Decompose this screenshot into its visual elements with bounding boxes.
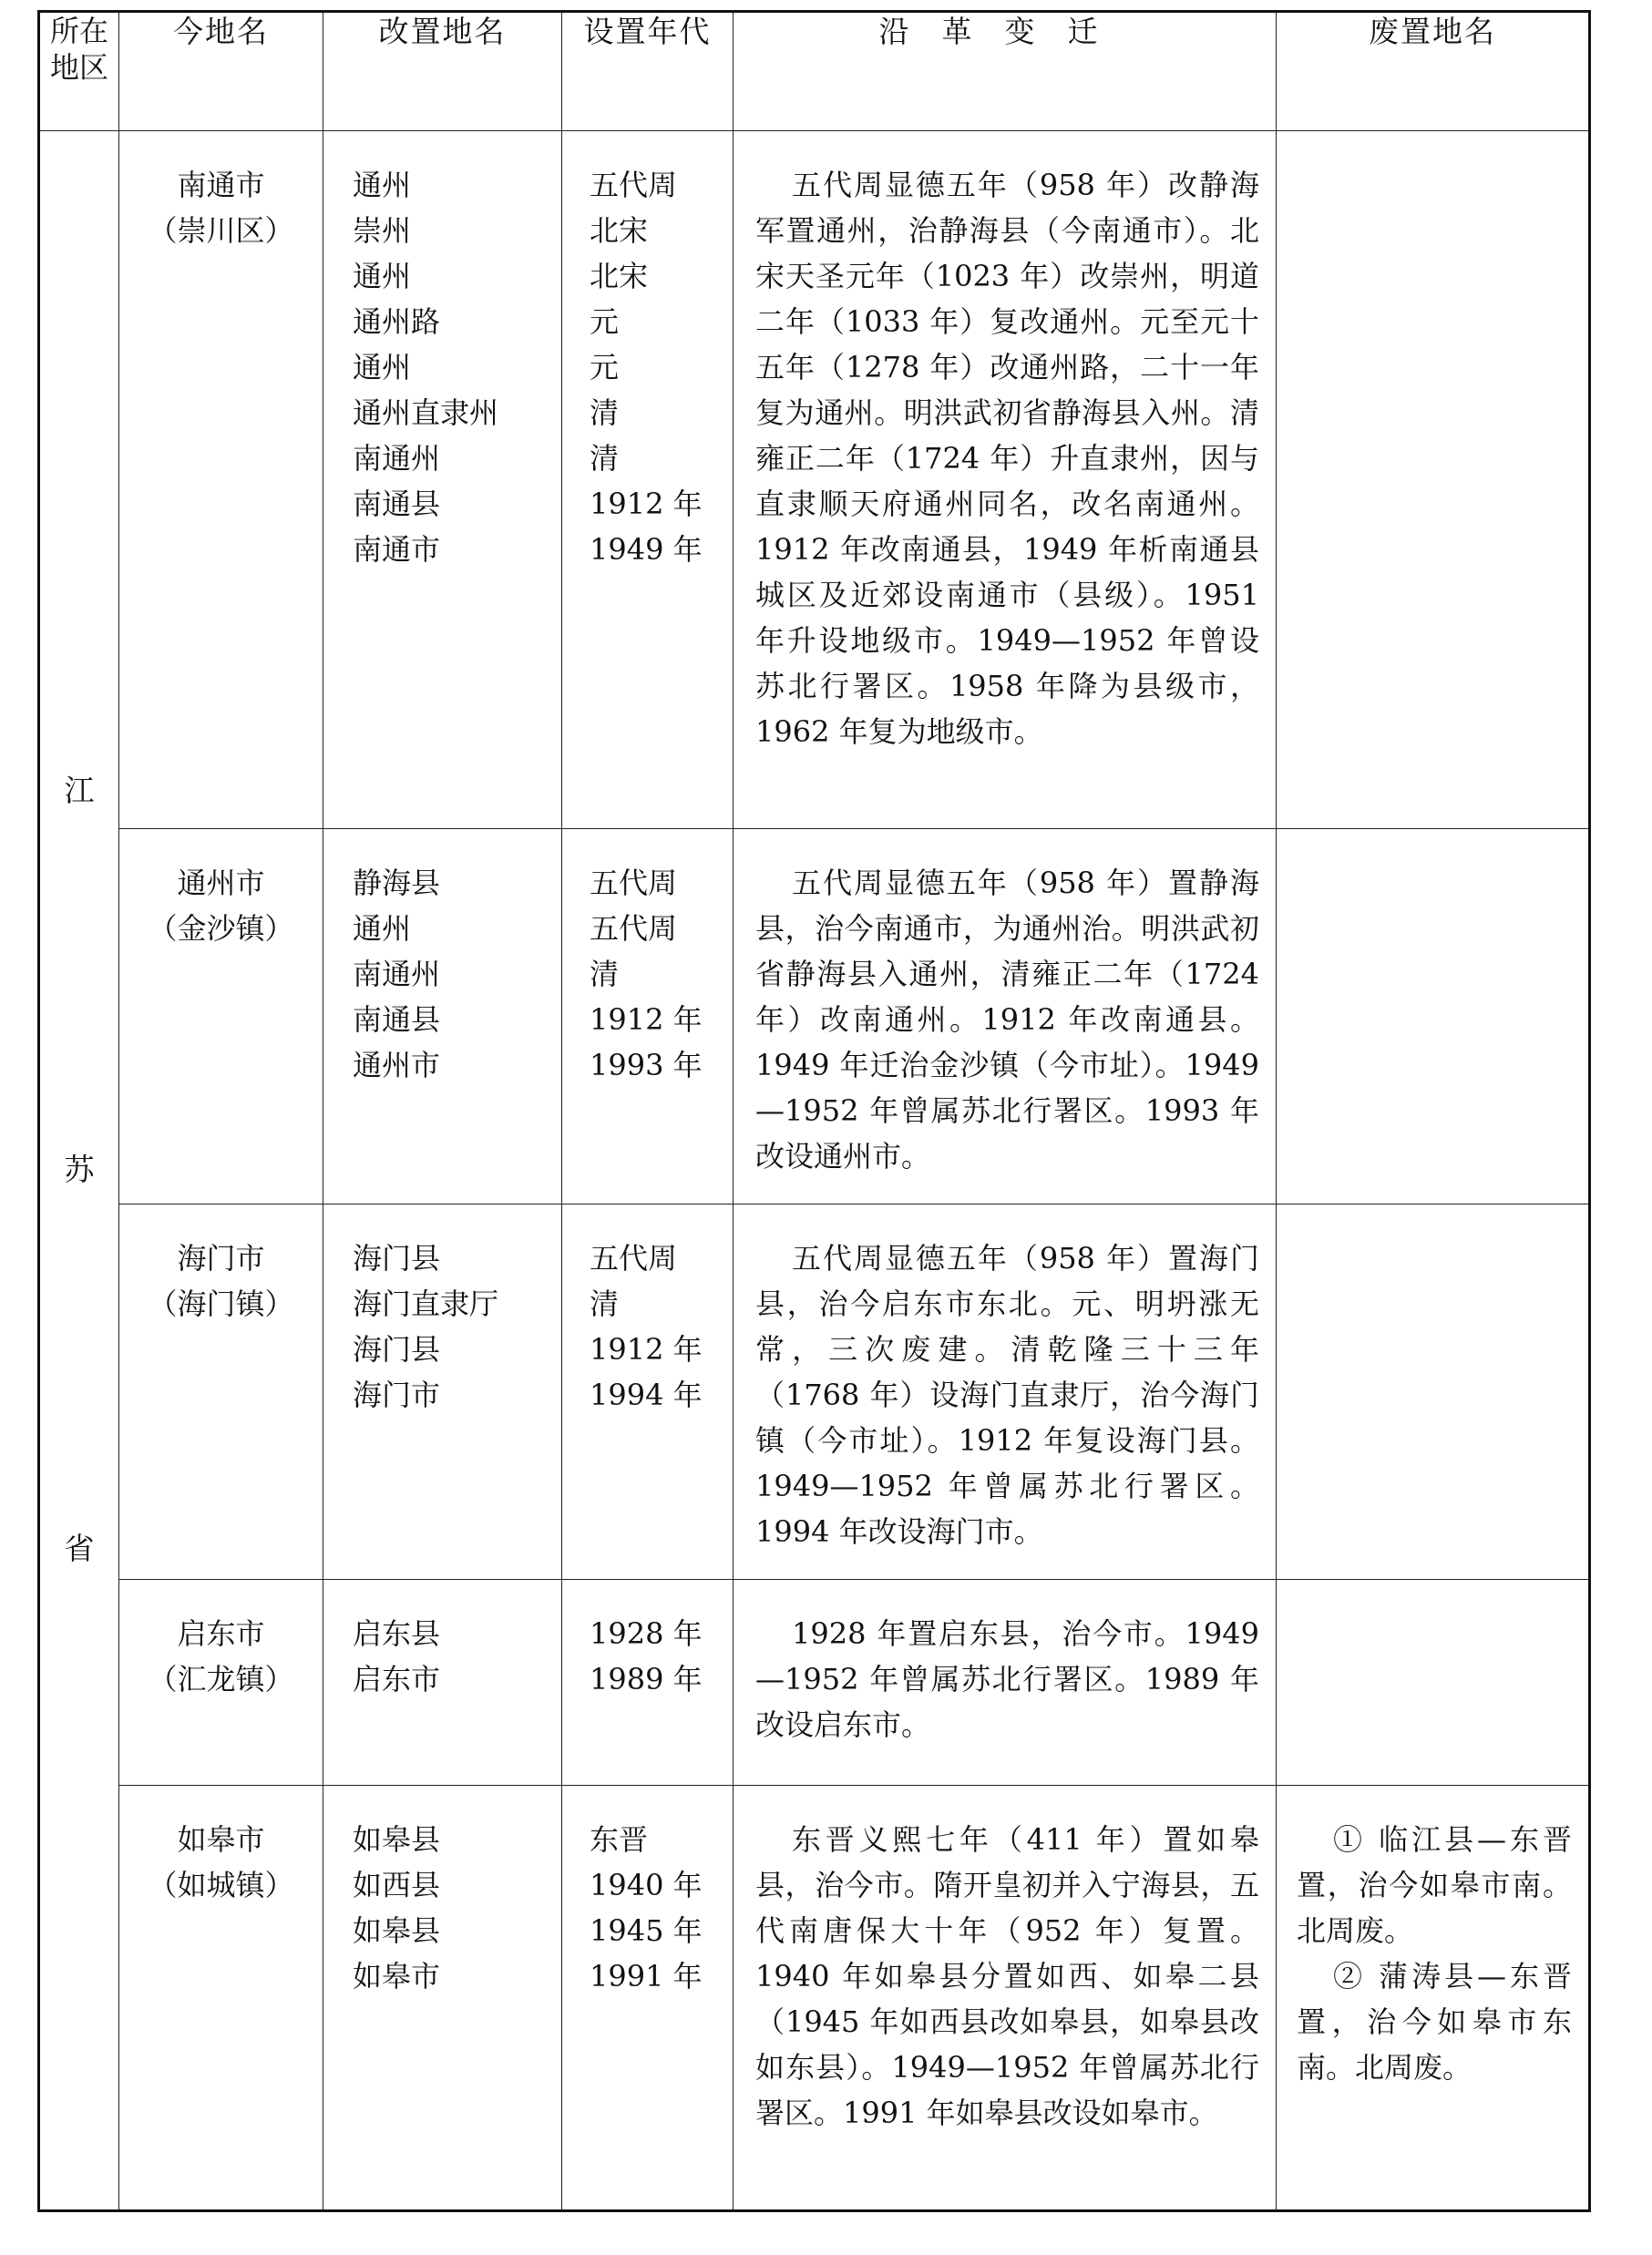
abolished-entry: ① 临江县—东晋置，治今如皋市南。北周废。 xyxy=(1297,1822,1572,1948)
header-changed-names: 改置地名 xyxy=(323,12,562,131)
table-row xyxy=(39,829,1590,1204)
changed-name: 如皋县 xyxy=(353,1913,441,1948)
period-cell xyxy=(562,1580,734,1786)
period: 1912 年 xyxy=(590,1002,703,1037)
modern-name: 启东市 xyxy=(177,1616,265,1651)
modern-name: 南通市 xyxy=(177,168,265,202)
history-cell xyxy=(734,829,1277,1204)
changed-name: 海门市 xyxy=(353,1378,441,1412)
changed-name: 如西县 xyxy=(353,1868,441,1902)
changed-name: 通州 xyxy=(353,350,412,384)
period: 1949 年 xyxy=(590,532,703,567)
period: 元 xyxy=(590,350,620,384)
period-cell xyxy=(562,1786,734,2211)
history-text: 1928 年置启东县，治今市。1949—1952 年曾属苏北行署区。1989 年改设启东市。 xyxy=(755,1616,1259,1742)
header-modern-name: 今地名 xyxy=(119,12,323,131)
header-history: 沿革变迁 xyxy=(734,12,1277,131)
changed-name: 通州 xyxy=(353,911,412,946)
changed-name: 通州路 xyxy=(353,304,441,339)
modern-seat: （海门镇） xyxy=(148,1286,294,1321)
history-cell xyxy=(734,131,1277,829)
changed-name: 南通县 xyxy=(353,487,441,521)
period: 1994 年 xyxy=(590,1378,703,1412)
changed-name: 通州市 xyxy=(353,1048,441,1082)
changed-name: 南通州 xyxy=(353,441,441,476)
header-region-line2: 地区 xyxy=(49,50,108,85)
changed-name: 海门直隶厅 xyxy=(353,1286,499,1321)
changed-name: 南通州 xyxy=(353,957,441,991)
period: 北宋 xyxy=(590,213,649,248)
period-cell xyxy=(562,1204,734,1580)
modern-seat: （如城镇） xyxy=(148,1868,294,1902)
changed-name: 通州直隶州 xyxy=(353,395,499,430)
changed-names-cell xyxy=(323,131,562,829)
changed-names-cell xyxy=(323,829,562,1204)
period: 1912 年 xyxy=(590,487,703,521)
period: 五代周 xyxy=(590,168,678,202)
changed-name: 启东市 xyxy=(353,1662,441,1696)
period: 清 xyxy=(590,441,620,476)
province-char: 江 xyxy=(64,773,95,808)
abolished-cell xyxy=(1277,131,1590,829)
changed-name: 海门县 xyxy=(353,1332,441,1367)
period: 清 xyxy=(590,1286,620,1321)
period: 元 xyxy=(590,304,620,339)
modern-name: 通州市 xyxy=(177,866,265,900)
abolished-cell xyxy=(1277,1204,1590,1580)
history-text: 五代周显德五年（958 年）置静海县，治今南通市，为通州治。明洪武初省静海县入通州，清雍正二年（1724 年）改南通州。1912 年改南通县。1949 年迁治金沙镇（今市址）。1949—1952 年曾属苏北行署区。1993 年改设通州市。 xyxy=(755,866,1259,1174)
period-cell xyxy=(562,131,734,829)
changed-name: 通州 xyxy=(353,168,412,202)
table-row xyxy=(39,1204,1590,1580)
header-region-line1: 所在 xyxy=(49,14,108,48)
changed-names-cell xyxy=(323,1204,562,1580)
modern-name-cell xyxy=(119,131,323,829)
period: 五代周 xyxy=(590,911,678,946)
modern-name-cell xyxy=(119,1786,323,2211)
changed-name: 启东县 xyxy=(353,1616,441,1651)
province-char: 省 xyxy=(64,1531,95,1566)
period: 1945 年 xyxy=(590,1913,703,1948)
changed-name: 静海县 xyxy=(353,866,441,900)
period: 东晋 xyxy=(590,1822,649,1857)
changed-name: 海门县 xyxy=(353,1241,441,1276)
changed-names-cell xyxy=(323,1580,562,1786)
changed-names-cell xyxy=(323,1786,562,2211)
period: 清 xyxy=(590,957,620,991)
abolished-cell xyxy=(1277,829,1590,1204)
table-row xyxy=(39,1786,1590,2211)
abolished-cell xyxy=(1277,1580,1590,1786)
table-row xyxy=(39,131,1590,829)
changed-name: 如皋市 xyxy=(353,1959,441,1994)
period: 1940 年 xyxy=(590,1868,703,1902)
period: 北宋 xyxy=(590,259,649,293)
history-text: 五代周显德五年（958 年）置海门县，治今启东市东北。元、明坍涨无常，三次废建。清乾隆三十三年（1768 年）设海门直隶厅，治今海门镇（今市址）。1912 年复设海门县。1949—1952 年曾属苏北行署区。1994 年改设海门市。 xyxy=(755,1241,1259,1549)
period: 1989 年 xyxy=(590,1662,703,1696)
modern-name: 海门市 xyxy=(177,1241,265,1276)
changed-name: 如皋县 xyxy=(353,1822,441,1857)
modern-name-cell xyxy=(119,829,323,1204)
abolished-cell xyxy=(1277,1786,1590,2211)
history-text: 五代周显德五年（958 年）改静海军置通州，治静海县（今南通市）。北宋天圣元年（1023 年）改崇州，明道二年（1033 年）复改通州。元至元十五年（1278 年）改通州路，二十一年复为通州。明洪武初省静海县入州。清雍正二年（1724 年）升直隶州，因与直隶顺天府通州同名，改名南通州。1912 年改南通县，1949 年析南通县城区及近郊设南通市（县级）。1951 年升设地级市。1949—1952 年曾设苏北行署区。1958 年降为县级市，1962 年复为地级市。 xyxy=(755,168,1259,749)
modern-seat: （金沙镇） xyxy=(148,911,294,946)
history-table xyxy=(37,10,1591,2212)
modern-name-cell xyxy=(119,1204,323,1580)
history-cell xyxy=(734,1580,1277,1786)
period-cell xyxy=(562,829,734,1204)
header-region xyxy=(39,12,119,131)
history-cell xyxy=(734,1204,1277,1580)
province-char: 苏 xyxy=(64,1152,95,1187)
period: 清 xyxy=(590,395,620,430)
period: 五代周 xyxy=(590,1241,678,1276)
period: 1912 年 xyxy=(590,1332,703,1367)
abolished-entry: ② 蒲涛县—东晋置，治今如皋市东南。北周废。 xyxy=(1297,1959,1572,2085)
header-period: 设置年代 xyxy=(562,12,734,131)
period: 1993 年 xyxy=(590,1048,703,1082)
period: 1928 年 xyxy=(590,1616,703,1651)
modern-name: 如皋市 xyxy=(177,1822,265,1857)
changed-name: 崇州 xyxy=(353,213,412,248)
changed-name: 南通市 xyxy=(353,532,441,567)
table-row xyxy=(39,1580,1590,1786)
modern-name-cell xyxy=(119,1580,323,1786)
history-text: 东晋义熙七年（411 年）置如皋县，治今市。隋开皇初并入宁海县，五代南唐保大十年（952 年）复置。1940 年如皋县分置如西、如皋二县（1945 年如西县改如皋县，如皋县改如东县）。1949—1952 年曾属苏北行署区。1991 年如皋县改设如皋市。 xyxy=(755,1822,1259,2130)
modern-seat: （崇川区） xyxy=(148,213,294,248)
modern-seat: （汇龙镇） xyxy=(148,1662,294,1696)
province-cell xyxy=(39,131,119,2211)
period: 五代周 xyxy=(590,866,678,900)
period: 1991 年 xyxy=(590,1959,703,1994)
header-row xyxy=(39,12,1590,131)
header-abolished: 废置地名 xyxy=(1277,12,1590,131)
changed-name: 通州 xyxy=(353,259,412,293)
history-cell xyxy=(734,1786,1277,2211)
changed-name: 南通县 xyxy=(353,1002,441,1037)
